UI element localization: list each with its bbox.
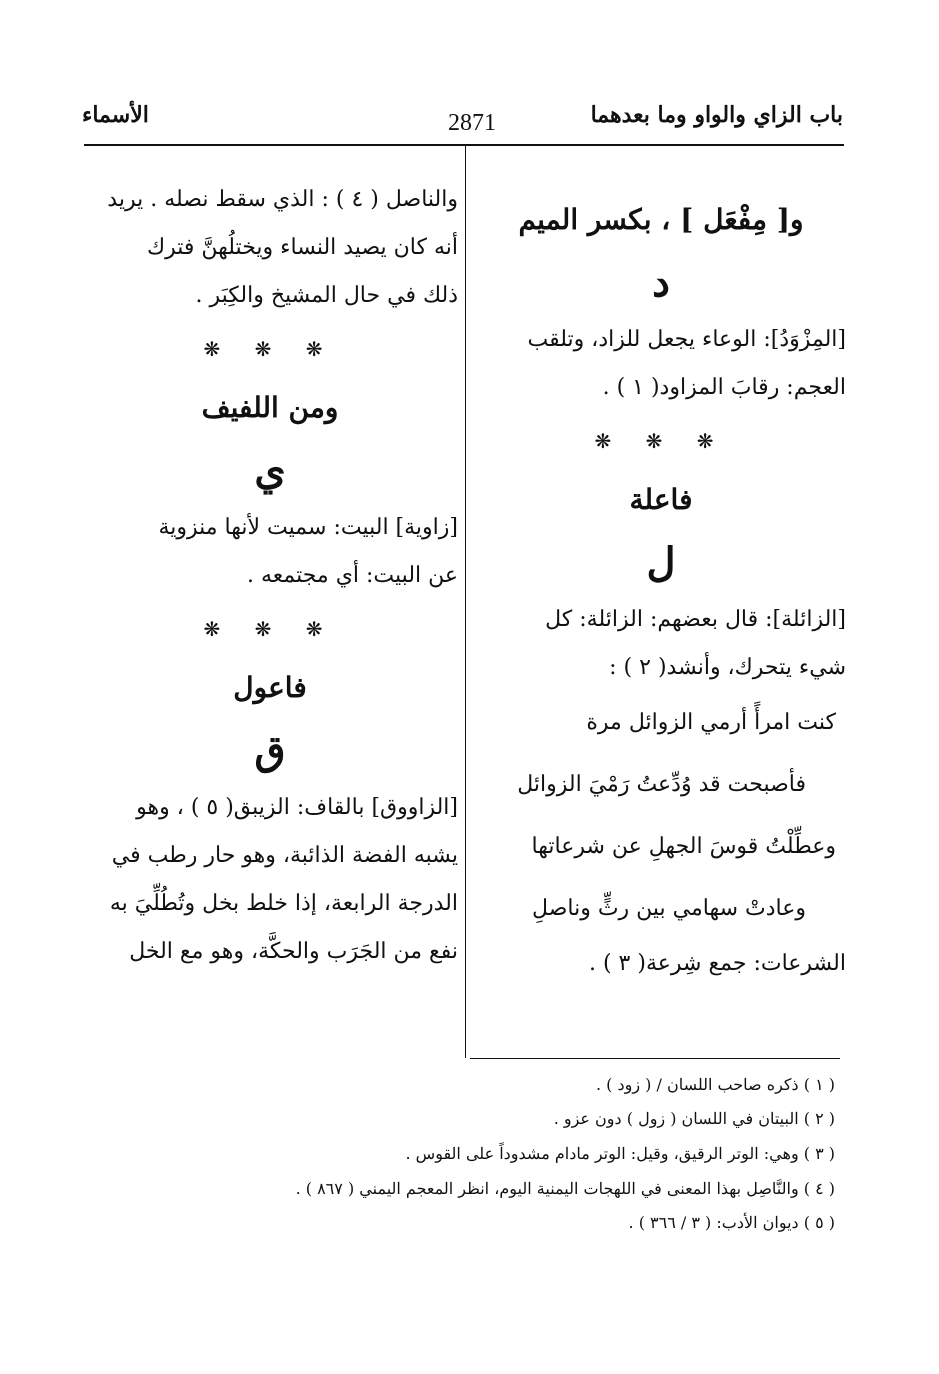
entry-text: [زاوية] البيت: سميت لأنها منزوية: [158, 515, 458, 540]
column-divider: [465, 146, 466, 1058]
entry-text: يشبه الفضة الذائبة، وهو حار رطب في: [111, 843, 458, 868]
entry-text: الدرجة الرابعة، إذا خلط بخل وتُطُلِّيَ به: [109, 891, 458, 916]
left-column: [82, 176, 458, 976]
entry-text: نفع من الجَرَب والحكَّة، وهو مع الخل: [129, 939, 458, 964]
page-number: 2871: [448, 110, 496, 136]
footnote-2: ( ٢ ) البيتان في اللسان ( زول ) دون عزو .: [553, 1109, 835, 1128]
running-head-chapter: باب الزاي والواو وما بعدهما: [590, 102, 843, 128]
footnote-5: ( ٥ ) ديوان الأدب: ( ٣ / ٣٦٦ ) .: [628, 1213, 835, 1232]
footnote-3: ( ٣ ) وهي: الوتر الرقيق، وقيل: الوتر مادام مشدوداً على القوس .: [405, 1144, 835, 1163]
footnote-4: ( ٤ ) والنَّاصِل بهذا المعنى في اللهجات اليمنية اليوم، انظر المعجم اليمني ( ٨٦٧ ) .: [295, 1179, 835, 1198]
entry-text: والناصل ( ٤ ) : الذي سقط نصله . يريد: [107, 187, 458, 212]
root-letter: ي: [254, 447, 286, 494]
entry-text: عن البيت: أي مجتمعه .: [246, 563, 458, 588]
entry-text: [الزائلة]: قال بعضهم: الزائلة: كل: [545, 607, 846, 632]
section-heading: فاعول: [233, 671, 307, 704]
poem-verse: وعطِّلْتُ قوسَ الجهلِ عن شرعاتها: [531, 834, 836, 859]
root-letter: ل: [646, 539, 676, 586]
footnote-1: ( ١ ) ذكره صاحب اللسان / ( زود ) .: [595, 1075, 835, 1094]
poem-verse: فأصبحت قد وُدِّعتُ رَمْيَ الزوائل: [517, 772, 806, 797]
section-separator: ❋ ❋ ❋: [203, 337, 337, 361]
section-heading: و[ مِفْعَل ] ، بكسر الميم: [518, 203, 804, 236]
entry-text: شيء يتحرك، وأنشد( ٢ ) :: [609, 655, 846, 680]
root-letter: د: [652, 259, 670, 306]
entry-text: أنه كان يصيد النساء ويختلُهنَّ فترك: [146, 235, 458, 260]
right-column: [476, 190, 846, 988]
poem-verse: وعادتْ سهامي بين رثٍّ وناصلِ: [532, 896, 806, 921]
section-separator: ❋ ❋ ❋: [203, 617, 337, 641]
entry-text: [المِزْوَدُ]: الوعاء يجعل للزاد، وتلقب: [527, 327, 846, 352]
entry-text: ذلك في حال المشيخ والكِبَر .: [195, 283, 458, 308]
root-letter: ق: [254, 727, 286, 774]
section-heading: ومن اللفيف: [201, 391, 339, 424]
footnote-rule: [470, 1058, 840, 1059]
entry-text: الشرعات: جمع شِرعة( ٣ ) .: [588, 951, 846, 976]
poem-verse: كنت امرأً أرمي الزوائل مرة: [586, 710, 836, 735]
entry-text: العجم: رقابَ المزاود( ١ ) .: [602, 375, 846, 400]
running-head-section: الأسماء: [82, 102, 149, 128]
entry-text: [الزاووق] بالقاف: الزيبق( ٥ ) ، وهو: [136, 795, 458, 820]
section-separator: ❋ ❋ ❋: [594, 429, 728, 453]
section-heading: فاعلة: [629, 483, 693, 516]
header-rule: [84, 144, 844, 146]
